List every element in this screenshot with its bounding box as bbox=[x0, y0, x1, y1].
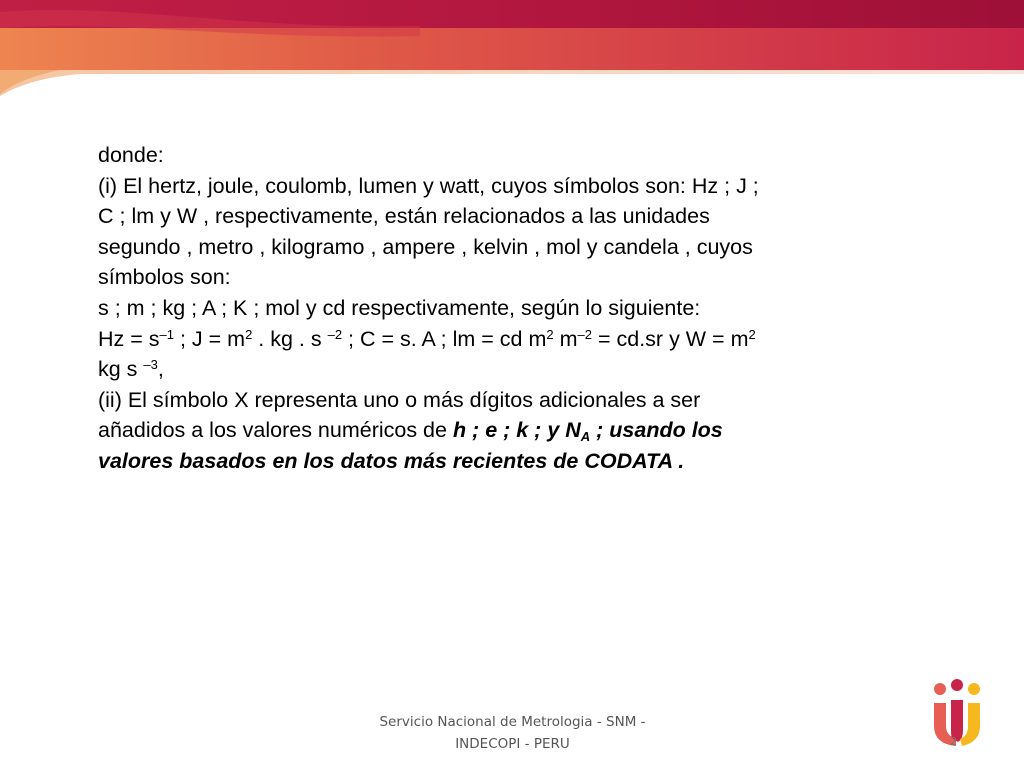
formula-text: = cd.sr y W = m bbox=[592, 326, 749, 351]
footer-line: INDECOPI - PERU bbox=[455, 736, 570, 752]
slide-body bbox=[98, 140, 918, 477]
exponent: 2 bbox=[245, 326, 253, 342]
formula-text: . kg . s bbox=[252, 326, 328, 351]
subscript: A bbox=[580, 429, 591, 445]
emphasis-line: valores basados en los datos más recientes de CODATA . bbox=[98, 448, 685, 473]
formula-text: ; J = m bbox=[174, 326, 246, 351]
text-line: (i) El hertz, joule, coulomb, lumen y watt, cuyos símbolos son: Hz ; J ; bbox=[98, 173, 759, 198]
page-number: 2 bbox=[950, 735, 957, 748]
text-line: (ii) El símbolo X representa uno o más dígitos adicionales a ser bbox=[98, 387, 701, 412]
exponent: 2 bbox=[546, 326, 554, 342]
formula-text: kg s bbox=[98, 357, 144, 382]
emphasis-text bbox=[452, 418, 723, 445]
header-banner bbox=[0, 0, 1024, 100]
formula-text: , bbox=[157, 357, 164, 382]
exponent: –2 bbox=[327, 326, 343, 342]
formula-text: ; C = s. A ; lm = cd m bbox=[342, 326, 547, 351]
exponent: –3 bbox=[143, 357, 158, 373]
emphasis-continued: ; usando los bbox=[590, 418, 723, 443]
formula-text: m bbox=[553, 326, 578, 351]
text-line: s ; m ; kg ; A ; K ; mol y cd respectivamente, según lo siguiente: bbox=[98, 295, 701, 320]
exponent: –1 bbox=[159, 326, 174, 342]
formula-line bbox=[98, 324, 918, 355]
text-line bbox=[98, 415, 918, 446]
text-line: C ; lm y W , respectivamente, están relacionados a las unidades bbox=[98, 204, 710, 229]
formula-text: Hz = s bbox=[98, 326, 160, 351]
text-line: segundo , metro , kilogramo , ampere , kelvin , mol y candela , cuyos bbox=[98, 234, 753, 259]
text-line: donde: bbox=[98, 143, 164, 167]
formula-line bbox=[98, 354, 918, 385]
footer bbox=[355, 711, 670, 755]
footer-line: Servicio Nacional de Metrologia - SNM - bbox=[379, 714, 646, 730]
indecopi-logo-icon bbox=[928, 676, 990, 748]
exponent: 2 bbox=[748, 326, 756, 342]
constants-text: h ; e ; k ; y N bbox=[452, 418, 581, 443]
text-line: símbolos son: bbox=[98, 265, 231, 290]
plain-text: añadidos a los valores numéricos de bbox=[98, 418, 453, 443]
exponent: –2 bbox=[577, 326, 592, 342]
